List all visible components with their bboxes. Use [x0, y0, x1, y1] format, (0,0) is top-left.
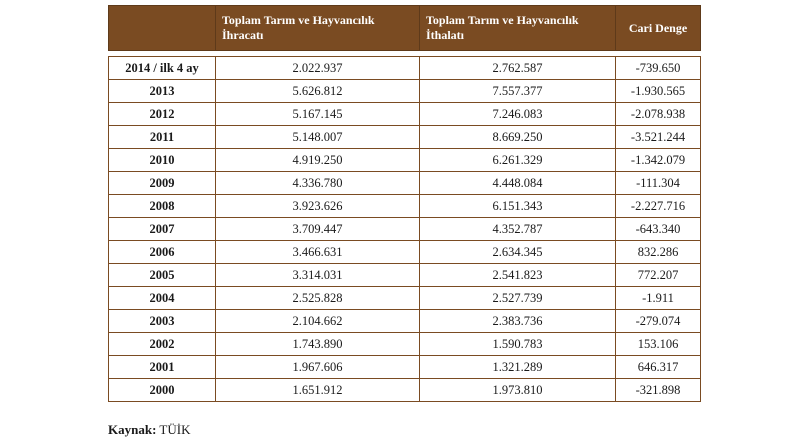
header-exports-line1: Toplam Tarım ve Hayvancılık: [222, 13, 375, 27]
header-imports: [420, 6, 616, 51]
table-row: [109, 379, 701, 402]
exports-cell: 1.651.912: [216, 379, 420, 402]
exports-cell: 5.167.145: [216, 103, 420, 126]
header-exports-line2: İhracatı: [222, 28, 264, 42]
exports-cell: 3.709.447: [216, 218, 420, 241]
imports-cell: 4.352.787: [420, 218, 616, 241]
imports-cell: 1.321.289: [420, 356, 616, 379]
table-row: [109, 103, 701, 126]
exports-cell: 1.967.606: [216, 356, 420, 379]
table-row: [109, 333, 701, 356]
balance-cell: -643.340: [616, 218, 701, 241]
exports-cell: 1.743.890: [216, 333, 420, 356]
year-cell: 2000: [109, 379, 216, 402]
trade-table: [108, 5, 701, 402]
exports-cell: 4.919.250: [216, 149, 420, 172]
exports-cell: 4.336.780: [216, 172, 420, 195]
year-cell: 2008: [109, 195, 216, 218]
balance-cell: -1.930.565: [616, 80, 701, 103]
balance-cell: 646.317: [616, 356, 701, 379]
source-value: TÜİK: [159, 422, 191, 437]
exports-cell: 3.314.031: [216, 264, 420, 287]
table-row: [109, 57, 701, 80]
year-cell: 2004: [109, 287, 216, 310]
balance-cell: 772.207: [616, 264, 701, 287]
balance-cell: -279.074: [616, 310, 701, 333]
balance-cell: -1.911: [616, 287, 701, 310]
imports-cell: 2.527.739: [420, 287, 616, 310]
year-cell: 2014 / ilk 4 ay: [109, 57, 216, 80]
balance-cell: -2.227.716: [616, 195, 701, 218]
exports-cell: 2.525.828: [216, 287, 420, 310]
table-row: [109, 126, 701, 149]
exports-cell: 3.923.626: [216, 195, 420, 218]
balance-cell: -3.521.244: [616, 126, 701, 149]
balance-cell: -1.342.079: [616, 149, 701, 172]
table-row: [109, 241, 701, 264]
table-row: [109, 80, 701, 103]
table-row: [109, 264, 701, 287]
source-line: [108, 422, 190, 438]
table-row: [109, 310, 701, 333]
year-cell: 2007: [109, 218, 216, 241]
imports-cell: 7.557.377: [420, 80, 616, 103]
imports-cell: 2.762.587: [420, 57, 616, 80]
imports-cell: 6.261.329: [420, 149, 616, 172]
table-header: [109, 6, 701, 51]
table-row: [109, 356, 701, 379]
header-imports-line2: İthalatı: [426, 28, 465, 42]
imports-cell: 2.541.823: [420, 264, 616, 287]
imports-cell: 6.151.343: [420, 195, 616, 218]
year-cell: 2006: [109, 241, 216, 264]
table-row: [109, 195, 701, 218]
year-cell: 2010: [109, 149, 216, 172]
table-body: [109, 57, 701, 402]
header-imports-line1: Toplam Tarım ve Hayvancılık: [426, 13, 579, 27]
exports-cell: 3.466.631: [216, 241, 420, 264]
year-cell: 2003: [109, 310, 216, 333]
exports-cell: 5.626.812: [216, 80, 420, 103]
table-row: [109, 149, 701, 172]
header-exports: [216, 6, 420, 51]
balance-cell: 832.286: [616, 241, 701, 264]
imports-cell: 4.448.084: [420, 172, 616, 195]
exports-cell: 5.148.007: [216, 126, 420, 149]
imports-cell: 1.973.810: [420, 379, 616, 402]
imports-cell: 2.383.736: [420, 310, 616, 333]
imports-cell: 8.669.250: [420, 126, 616, 149]
year-cell: 2009: [109, 172, 216, 195]
balance-cell: -2.078.938: [616, 103, 701, 126]
imports-cell: 7.246.083: [420, 103, 616, 126]
table-row: [109, 218, 701, 241]
balance-cell: -111.304: [616, 172, 701, 195]
header-balance: Cari Denge: [616, 6, 701, 51]
imports-cell: 1.590.783: [420, 333, 616, 356]
year-cell: 2005: [109, 264, 216, 287]
exports-cell: 2.022.937: [216, 57, 420, 80]
table-row: [109, 287, 701, 310]
year-cell: 2002: [109, 333, 216, 356]
header-year: [109, 6, 216, 51]
balance-cell: 153.106: [616, 333, 701, 356]
source-label: Kaynak:: [108, 422, 157, 437]
exports-cell: 2.104.662: [216, 310, 420, 333]
year-cell: 2012: [109, 103, 216, 126]
imports-cell: 2.634.345: [420, 241, 616, 264]
year-cell: 2011: [109, 126, 216, 149]
balance-cell: -321.898: [616, 379, 701, 402]
year-cell: 2001: [109, 356, 216, 379]
header-row: [109, 6, 701, 51]
year-cell: 2013: [109, 80, 216, 103]
table-row: [109, 172, 701, 195]
balance-cell: -739.650: [616, 57, 701, 80]
